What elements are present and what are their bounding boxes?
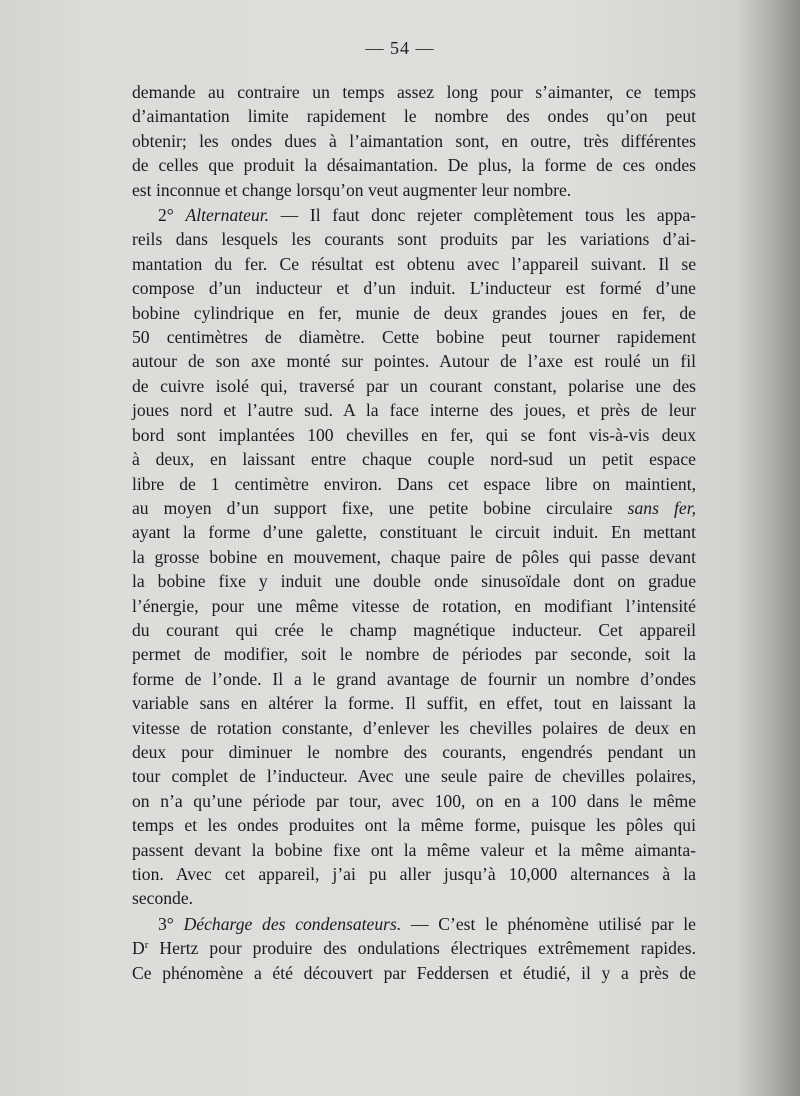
text-line: demande au contraire un temps assez long pour s’aimanter, ce temps xyxy=(132,82,696,102)
text-fragment: — C’est le phénomène utilisé par le xyxy=(401,913,696,934)
text-line: libre de 1 centimètre environ. Dans cet espace libre on maintient, xyxy=(132,473,696,494)
text-line: joues nord et l’autre sud. A la face interne des joues, et près de leur xyxy=(132,400,696,421)
text-line: seconde. xyxy=(132,888,194,909)
italic-term: sans fer, xyxy=(627,497,697,518)
paragraph-alternateur xyxy=(132,203,696,911)
text-line: à deux, en laissant entre chaque couple nord-sud un petit espace xyxy=(132,449,696,470)
text-line: la grosse bobine en mouvement, chaque paire de pôles qui passe devant xyxy=(132,546,696,567)
text-line: bord sont implantées 100 chevilles en fer, qui se font vis-à-vis deux xyxy=(132,424,696,445)
text-line: passent devant la bobine fixe ont la même valeur et la même aimanta- xyxy=(132,839,696,860)
section-number: 3° xyxy=(158,913,174,934)
section-number: 2° xyxy=(158,205,174,226)
text-fragment: au moyen d’un support fixe, une petite bobine circulaire xyxy=(132,497,628,518)
text-line: tion. Avec cet appareil, j’ai pu aller jusqu’à 10,000 alternances à la xyxy=(132,864,696,884)
text-line: est inconnue et change lorsqu’on veut augmenter leur nombre. xyxy=(132,179,572,200)
text-line: deux pour diminuer le nombre des courants, engendrés pendant un xyxy=(132,741,696,762)
text-line: temps et les ondes produites ont la même forme, puisque les pôles qui xyxy=(132,815,696,836)
text-line: tour complet de l’inducteur. Avec une seule paire de chevilles polaires, xyxy=(132,766,696,787)
text-line: autour de son axe monté sur pointes. Autour de l’axe est roulé un fil xyxy=(132,351,696,372)
text-fragment: — Il faut donc rejeter complètement tous les appa- xyxy=(269,205,696,226)
text-line: on n’a qu’une période par tour, avec 100, on en a 100 dans le même xyxy=(132,790,696,811)
text-line: mantation du fer. Ce résultat est obtenu avec l’appareil suivant. Il se xyxy=(132,253,696,274)
section-heading-line xyxy=(132,203,696,227)
text-line xyxy=(132,496,696,520)
text-line: 50 centimètres de diamètre. Cette bobine peut tourner rapidement xyxy=(132,327,696,348)
text-fragment: D xyxy=(132,938,145,959)
text-line: de celles que produit la désaimantation. De plus, la forme de ces ondes xyxy=(132,155,696,176)
text-line: ayant la forme d’une galette, constituant le circuit induit. En mettant xyxy=(132,522,696,543)
text-line: variable sans en altérer la forme. Il suffit, en effet, tout en laissant la xyxy=(132,693,696,714)
text-line xyxy=(132,936,696,960)
text-line: forme de l’onde. Il a le grand avantage de fournir un nombre d’ondes xyxy=(132,668,696,689)
paragraph-intro xyxy=(132,80,696,202)
text-line: de cuivre isolé qui, traversé par un courant constant, polarise une des xyxy=(132,375,696,396)
text-line: du courant qui crée le champ magnétique inducteur. Cet appareil xyxy=(132,619,696,640)
text-line: compose d’un inducteur et d’un induit. L’inducteur est formé d’une xyxy=(132,278,696,299)
superscript: r xyxy=(144,939,149,952)
text-line: l’énergie, pour une même vitesse de rotation, en modifiant l’intensité xyxy=(132,595,696,616)
text-line: Ce phénomène a été découvert par Feddersen et étudié, il y a près de xyxy=(132,962,696,983)
section-heading: Alternateur. xyxy=(185,205,270,226)
text-line: la bobine fixe y induit une double onde sinusoïdale dont on gradue xyxy=(132,571,696,592)
text-line: bobine cylindrique en fer, munie de deux grandes joues en fer, de xyxy=(132,302,696,323)
text-fragment: Hertz pour produire des ondulations électriques extrêmement rapides. xyxy=(148,938,696,959)
text-line: vitesse de rotation constante, d’enlever les chevilles polaires de deux en xyxy=(132,717,696,738)
section-heading: Décharge des condensateurs. xyxy=(183,913,402,934)
section-heading-line xyxy=(132,912,696,936)
text-line: d’aimantation limite rapidement le nombre des ondes qu’on peut xyxy=(132,106,696,127)
text-line: permet de modifier, soit le nombre de périodes par seconde, soit la xyxy=(132,644,696,665)
page-number: — 54 — xyxy=(365,38,435,58)
text-line: obtenir; les ondes dues à l’aimantation sont, en outre, très différentes xyxy=(132,130,696,151)
body-text xyxy=(132,80,696,985)
paragraph-decharge xyxy=(132,912,696,985)
text-line: reils dans lesquels les courants sont produits par les variations d’ai- xyxy=(132,229,696,250)
